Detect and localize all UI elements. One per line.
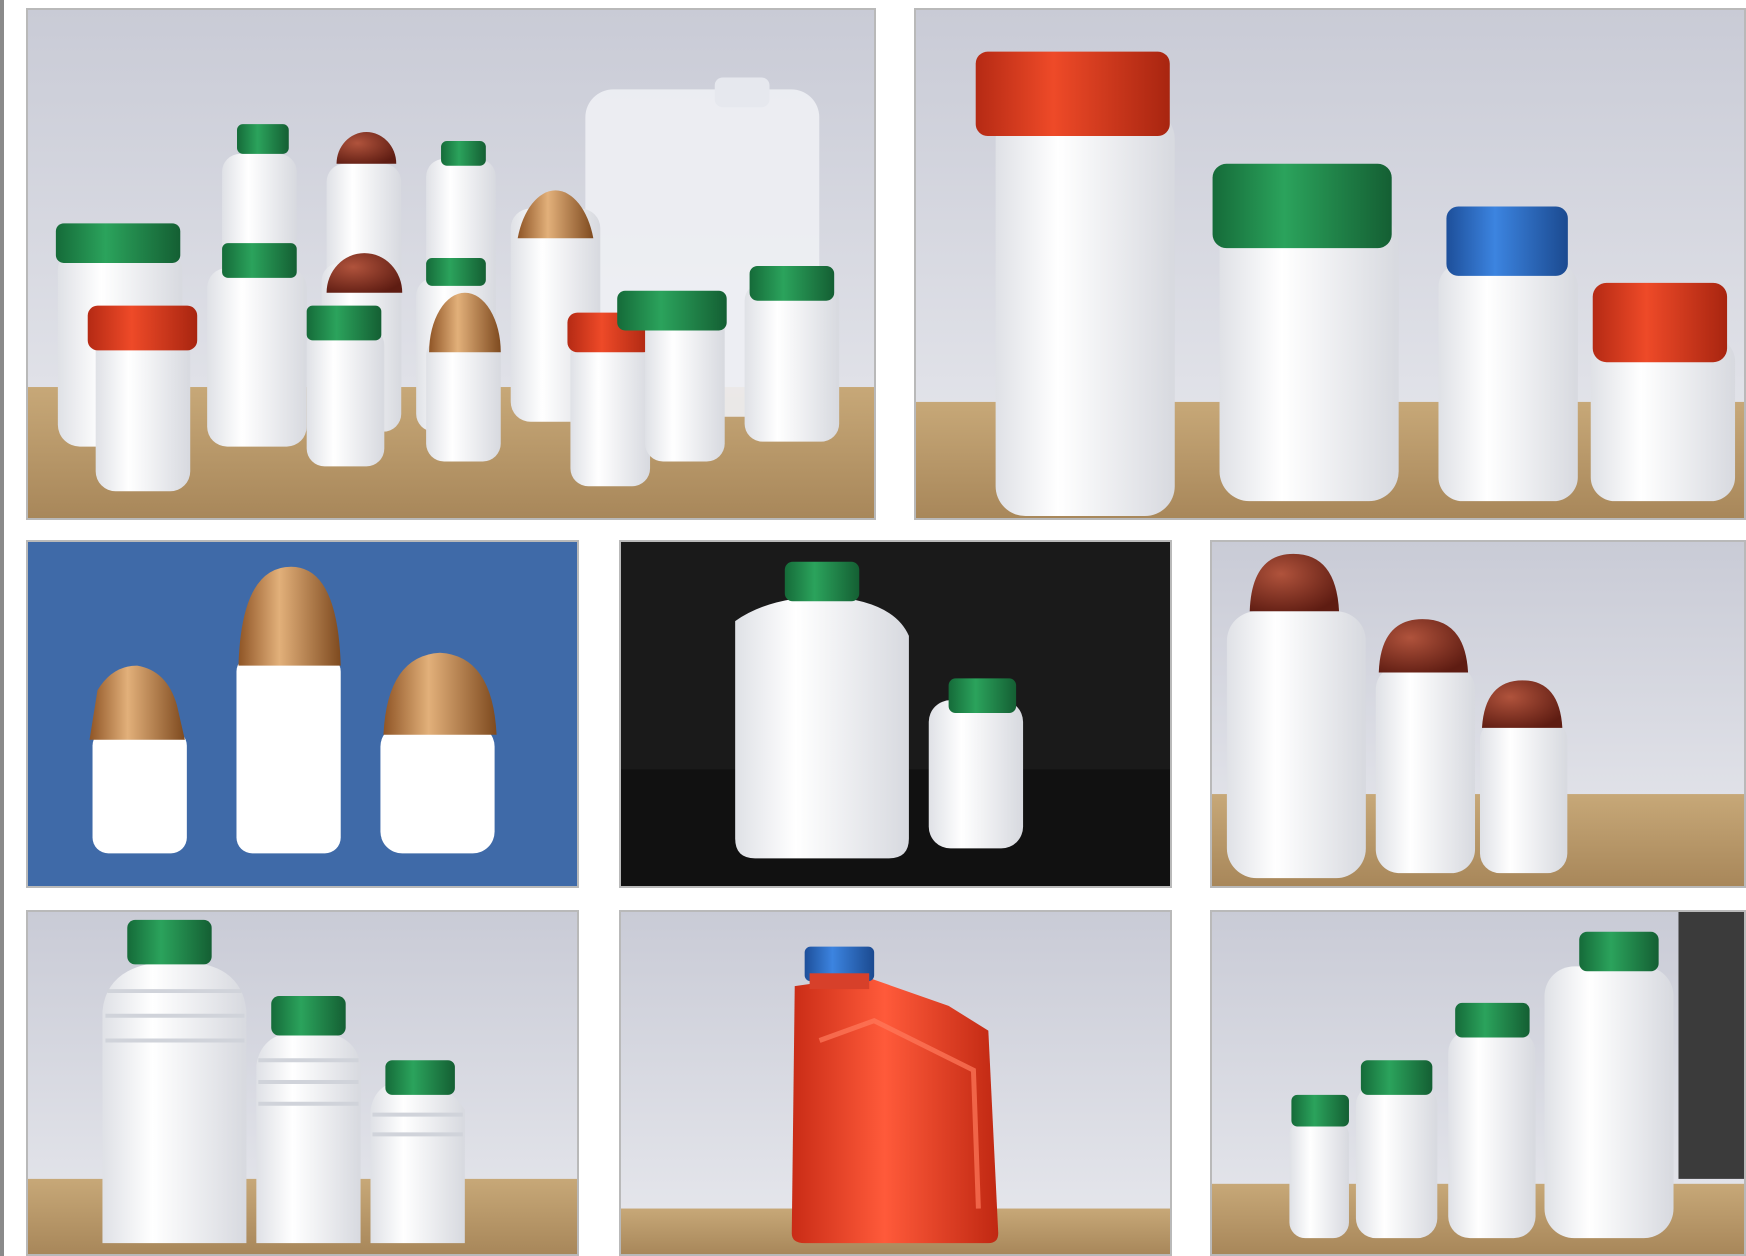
photo-assorted-bottles <box>26 8 876 520</box>
photo-green-cap-bottles-dark <box>619 540 1172 888</box>
photo-red-oil-bottle <box>619 910 1172 1256</box>
left-border-rule <box>0 0 4 1256</box>
photo-wide-mouth-jars <box>914 8 1746 520</box>
photo-bullet-cap-bottles <box>26 540 579 888</box>
photo-graduated-green-cap-bottles <box>1210 910 1746 1256</box>
photo-ribbed-bottles <box>26 910 579 1256</box>
photo-maroon-dome-bottles <box>1210 540 1746 888</box>
